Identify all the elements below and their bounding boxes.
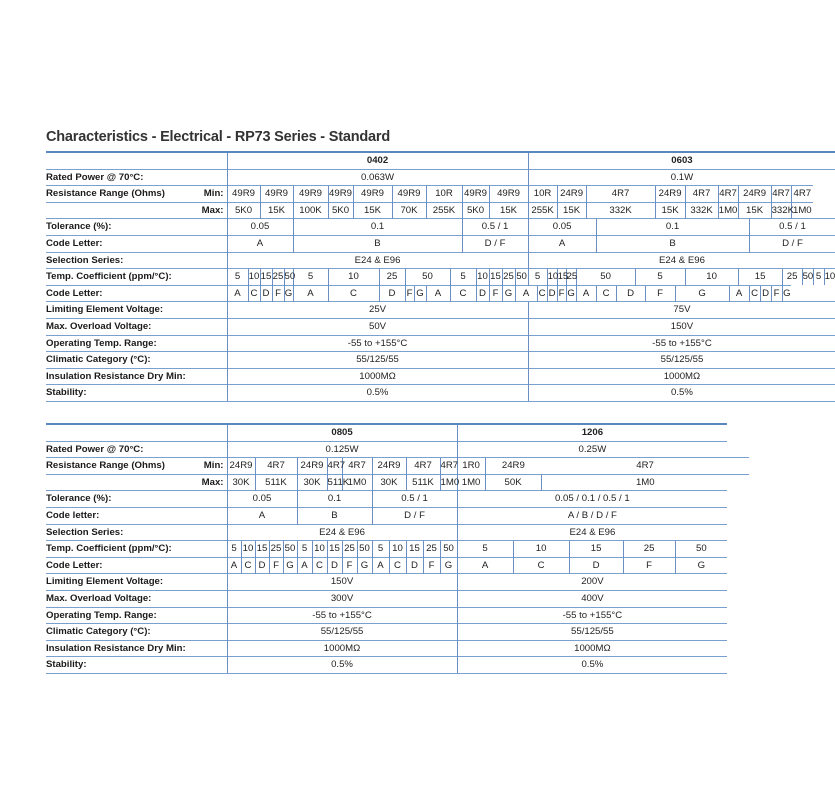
cell: -55 to +155°C <box>528 335 835 352</box>
row-label: Limiting Element Voltage: <box>46 302 227 319</box>
cell: 4R7 <box>685 186 718 203</box>
cell: 10 <box>685 269 738 286</box>
row-label: Tolerance (%): <box>46 491 227 508</box>
cell: 1000MΩ <box>227 368 528 385</box>
cell: 200V <box>457 574 727 591</box>
cell: F <box>557 285 566 302</box>
cell: B <box>297 507 372 524</box>
code-letter-row <box>46 235 835 252</box>
size-header-row <box>46 424 749 441</box>
cell: 1M0 <box>541 474 749 491</box>
cell: C <box>241 557 255 574</box>
cell: 50 <box>576 269 635 286</box>
rp73-table-2 <box>46 423 749 674</box>
cell: D <box>255 557 269 574</box>
climatic-row <box>46 352 835 369</box>
row-label: Tolerance (%): <box>46 219 227 236</box>
cell: D / F <box>749 235 835 252</box>
cell: B <box>596 235 749 252</box>
overload-voltage-row <box>46 318 835 335</box>
cell: 25 <box>269 541 283 558</box>
cell: 511K <box>327 474 342 491</box>
stability-row <box>46 385 835 402</box>
cell: F <box>623 557 675 574</box>
tolerance-row <box>46 491 749 508</box>
cell: 24R9 <box>372 458 406 475</box>
cell: G <box>675 557 727 574</box>
cell: 0.05 <box>227 491 297 508</box>
cell: 0.5% <box>227 385 528 402</box>
cell: 5 <box>635 269 685 286</box>
cell: 49R9 <box>353 186 392 203</box>
cell: 15K <box>655 202 685 219</box>
cell: 4R7 <box>342 458 372 475</box>
cell: 25 <box>566 269 576 286</box>
cell: A <box>227 507 297 524</box>
resistance-min-row <box>46 186 835 203</box>
cell: D <box>569 557 623 574</box>
cell: 30K <box>227 474 255 491</box>
limiting-voltage-row <box>46 302 835 319</box>
cell: 55/125/55 <box>528 352 835 369</box>
cell: 15 <box>557 269 566 286</box>
cell: 25V <box>227 302 528 319</box>
cell: 100K <box>293 202 328 219</box>
cell: D <box>760 285 771 302</box>
cell: E24 & E96 <box>227 524 457 541</box>
cell: 25 <box>379 269 405 286</box>
cell: 5K0 <box>328 202 353 219</box>
code-letter-row <box>46 507 749 524</box>
cell: 0.1 <box>293 219 462 236</box>
row-label: Rated Power @ 70°C: <box>46 441 227 458</box>
cell: 0.1 <box>596 219 749 236</box>
operating-temp-row <box>46 607 749 624</box>
row-label: Selection Series: <box>46 252 227 269</box>
overload-voltage-row <box>46 590 749 607</box>
cell: 30K <box>372 474 406 491</box>
cell: A <box>293 285 328 302</box>
page-title: Characteristics - Electrical - RP73 Series - Standard <box>46 129 390 145</box>
cell: 400V <box>457 590 727 607</box>
cell: A <box>528 235 596 252</box>
cell: 0.5 / 1 <box>462 219 528 236</box>
limiting-voltage-row <box>46 574 749 591</box>
cell: C <box>513 557 569 574</box>
cell: G <box>675 285 729 302</box>
cell: C <box>749 285 760 302</box>
cell: 55/125/55 <box>457 624 727 641</box>
cell: 70K <box>392 202 426 219</box>
cell: 5 <box>372 541 389 558</box>
cell: G <box>284 285 293 302</box>
cell: 5K0 <box>462 202 489 219</box>
rated-power-row <box>46 169 835 186</box>
cell: -55 to +155°C <box>457 607 727 624</box>
cell: 0.05 / 0.1 / 0.5 / 1 <box>457 491 727 508</box>
cell: 15K <box>260 202 293 219</box>
cell: 332K <box>771 202 791 219</box>
cell: 255K <box>528 202 557 219</box>
cell: 49R9 <box>328 186 353 203</box>
row-label: Insulation Resistance Dry Min: <box>46 640 227 657</box>
cell: 50 <box>675 541 727 558</box>
cell: A <box>457 557 513 574</box>
cell: 5 <box>297 541 312 558</box>
row-label: Max. Overload Voltage: <box>46 590 227 607</box>
cell: G <box>357 557 372 574</box>
cell: 25 <box>782 269 802 286</box>
cell: 1M0 <box>718 202 738 219</box>
cell: 24R9 <box>738 186 771 203</box>
cell: 49R9 <box>260 186 293 203</box>
row-label: Temp. Coefficient (ppm/°C): <box>46 541 227 558</box>
resistance-min-row <box>46 458 749 475</box>
cell: 1M0 <box>440 474 457 491</box>
row-label: Operating Temp. Range: <box>46 335 227 352</box>
row-label: Rated Power @ 70°C: <box>46 169 227 186</box>
cell: 24R9 <box>485 458 541 475</box>
cell: F <box>645 285 675 302</box>
cell: A <box>729 285 749 302</box>
cell: A <box>227 557 241 574</box>
cell: G <box>502 285 515 302</box>
cell: 50 <box>802 269 813 286</box>
cell: 1M0 <box>342 474 372 491</box>
cell: 4R7 <box>327 458 342 475</box>
row-label: Insulation Resistance Dry Min: <box>46 368 227 385</box>
size-0402: 0402 <box>227 152 528 169</box>
cell: D <box>476 285 489 302</box>
cell: 10 <box>328 269 379 286</box>
min-label: Min: <box>203 460 224 472</box>
row-label <box>46 474 227 491</box>
cell: G <box>566 285 576 302</box>
cell: 25 <box>272 269 284 286</box>
cell: 0.125W <box>227 441 457 458</box>
cell: 15 <box>738 269 782 286</box>
row-label: Selection Series: <box>46 524 227 541</box>
size-0603: 0603 <box>528 152 835 169</box>
cell: 30K <box>297 474 327 491</box>
resistance-max-row <box>46 202 835 219</box>
cell: A <box>576 285 596 302</box>
cell: 24R9 <box>557 186 586 203</box>
row-label: Code Letter: <box>46 557 227 574</box>
cell: 0.063W <box>227 169 528 186</box>
cell: 5 <box>528 269 547 286</box>
cell: 15 <box>489 269 502 286</box>
cell: 50 <box>440 541 457 558</box>
cell: 0.5 / 1 <box>372 491 457 508</box>
cell: 24R9 <box>297 458 327 475</box>
insulation-row <box>46 368 835 385</box>
cell: G <box>414 285 426 302</box>
temp-coefficient-row <box>46 269 835 286</box>
resistance-max-row <box>46 474 749 491</box>
row-label: Max. Overload Voltage: <box>46 318 227 335</box>
cell: 150V <box>528 318 835 335</box>
cell: D <box>260 285 272 302</box>
cell: 0.05 <box>227 219 293 236</box>
cell: F <box>771 285 782 302</box>
cell: 150V <box>227 574 457 591</box>
cell: F <box>342 557 357 574</box>
cell: 1R0 <box>457 458 485 475</box>
climatic-row <box>46 624 749 641</box>
row-label <box>46 458 227 475</box>
cell: 1M0 <box>791 202 813 219</box>
cell: 55/125/55 <box>227 352 528 369</box>
row-label: Climatic Category (°C): <box>46 352 227 369</box>
cell: 0.1 <box>297 491 372 508</box>
tolerance-row <box>46 219 835 236</box>
cell: 49R9 <box>489 186 528 203</box>
cell: 10 <box>312 541 327 558</box>
operating-temp-row <box>46 335 835 352</box>
cell: D / F <box>462 235 528 252</box>
stability-row <box>46 657 749 674</box>
row-label: Climatic Category (°C): <box>46 624 227 641</box>
cell: D <box>327 557 342 574</box>
cell: 25 <box>342 541 357 558</box>
cell: 10 <box>389 541 406 558</box>
cell: 25 <box>502 269 515 286</box>
cell: F <box>405 285 414 302</box>
cell: A <box>515 285 537 302</box>
cell: G <box>782 285 791 302</box>
cell: 50 <box>405 269 450 286</box>
cell: C <box>312 557 327 574</box>
cell: A <box>426 285 450 302</box>
cell: 15K <box>489 202 528 219</box>
cell: 5K0 <box>227 202 260 219</box>
cell: 300V <box>227 590 457 607</box>
cell: A <box>372 557 389 574</box>
cell: 10R <box>528 186 557 203</box>
size-1206: 1206 <box>457 424 727 441</box>
rated-power-row <box>46 441 749 458</box>
cell: 50 <box>283 541 297 558</box>
cell: E24 & E96 <box>227 252 528 269</box>
cell: 50 <box>284 269 293 286</box>
temp-coefficient-row <box>46 541 749 558</box>
row-label: Limiting Element Voltage: <box>46 574 227 591</box>
cell: 511K <box>255 474 297 491</box>
cell: 15 <box>406 541 423 558</box>
cell: 1000MΩ <box>227 640 457 657</box>
cell: 332K <box>586 202 655 219</box>
cell: 10 <box>476 269 489 286</box>
cell: 15 <box>569 541 623 558</box>
cell: 5 <box>450 269 476 286</box>
cell: 50 <box>515 269 528 286</box>
cell: 50 <box>357 541 372 558</box>
cell: F <box>489 285 502 302</box>
cell: 49R9 <box>462 186 489 203</box>
cell: 4R7 <box>541 458 749 475</box>
cell: 255K <box>426 202 462 219</box>
cell: 5 <box>813 269 824 286</box>
row-label <box>46 202 227 219</box>
cell: 15 <box>327 541 342 558</box>
cell: D <box>616 285 645 302</box>
cell: 10 <box>824 269 835 286</box>
cell: 25 <box>423 541 440 558</box>
cell: 0.5% <box>457 657 727 674</box>
cell: 49R9 <box>392 186 426 203</box>
cell: 0.1W <box>528 169 835 186</box>
row-label: Operating Temp. Range: <box>46 607 227 624</box>
cell: 49R9 <box>227 186 260 203</box>
cell: 55/125/55 <box>227 624 457 641</box>
cell: C <box>537 285 547 302</box>
cell: 5 <box>457 541 513 558</box>
row-label <box>46 186 227 203</box>
cell: 10 <box>513 541 569 558</box>
cell: A <box>297 557 312 574</box>
selection-series-row <box>46 524 749 541</box>
cell: D <box>406 557 423 574</box>
cell: B <box>293 235 462 252</box>
cell: 0.5% <box>528 385 835 402</box>
cell: 4R7 <box>406 458 440 475</box>
tcr-code-row <box>46 285 835 302</box>
max-label: Max: <box>201 476 224 488</box>
cell: G <box>440 557 457 574</box>
cell: 4R7 <box>255 458 297 475</box>
cell: A / B / D / F <box>457 507 727 524</box>
size-0805: 0805 <box>227 424 457 441</box>
cell: A <box>227 285 248 302</box>
cell: 5 <box>227 269 248 286</box>
cell: E24 & E96 <box>457 524 727 541</box>
cell: 0.05 <box>528 219 596 236</box>
cell: 10 <box>248 269 260 286</box>
cell: 15K <box>738 202 771 219</box>
cell: F <box>269 557 283 574</box>
tcr-code-row <box>46 557 749 574</box>
cell: D <box>547 285 557 302</box>
cell: C <box>596 285 616 302</box>
cell: 24R9 <box>655 186 685 203</box>
cell: 4R7 <box>791 186 813 203</box>
cell: 10R <box>426 186 462 203</box>
resistance-range-label: Resistance Range (Ohms) <box>46 460 165 472</box>
cell: C <box>248 285 260 302</box>
row-label: Stability: <box>46 385 227 402</box>
selection-series-row <box>46 252 835 269</box>
cell: -55 to +155°C <box>227 335 528 352</box>
cell: 332K <box>685 202 718 219</box>
cell: 50V <box>227 318 528 335</box>
cell: 4R7 <box>771 186 791 203</box>
cell: C <box>328 285 379 302</box>
cell: 1M0 <box>457 474 485 491</box>
cell: 0.5% <box>227 657 457 674</box>
cell: D / F <box>372 507 457 524</box>
cell: 0.5 / 1 <box>749 219 835 236</box>
cell: A <box>227 235 293 252</box>
cell: E24 & E96 <box>528 252 835 269</box>
cell: 511K <box>406 474 440 491</box>
cell: 4R7 <box>718 186 738 203</box>
cell: 10 <box>547 269 557 286</box>
cell: 15K <box>353 202 392 219</box>
row-label: Code letter: <box>46 507 227 524</box>
cell: 4R7 <box>586 186 655 203</box>
cell: 1000MΩ <box>528 368 835 385</box>
cell: 75V <box>528 302 835 319</box>
cell: 15 <box>255 541 269 558</box>
cell: -55 to +155°C <box>227 607 457 624</box>
cell: 15K <box>557 202 586 219</box>
cell: 1000MΩ <box>457 640 727 657</box>
cell: D <box>379 285 405 302</box>
size-header-row <box>46 152 835 169</box>
insulation-row <box>46 640 749 657</box>
resistance-range-label: Resistance Range (Ohms) <box>46 188 165 200</box>
cell: 5 <box>293 269 328 286</box>
row-label: Stability: <box>46 657 227 674</box>
cell: 10 <box>241 541 255 558</box>
cell: C <box>389 557 406 574</box>
rp73-table-1 <box>46 151 835 402</box>
cell: 24R9 <box>227 458 255 475</box>
cell: F <box>423 557 440 574</box>
cell: 50K <box>485 474 541 491</box>
row-label: Temp. Coefficient (ppm/°C): <box>46 269 227 286</box>
cell: G <box>283 557 297 574</box>
row-label: Code Letter: <box>46 285 227 302</box>
cell: 25 <box>623 541 675 558</box>
cell: 15 <box>260 269 272 286</box>
max-label: Max: <box>201 204 224 216</box>
cell: 5 <box>227 541 241 558</box>
row-label: Code Letter: <box>46 235 227 252</box>
cell: 0.25W <box>457 441 727 458</box>
min-label: Min: <box>203 188 224 200</box>
cell: F <box>272 285 284 302</box>
cell: 4R7 <box>440 458 457 475</box>
cell: C <box>450 285 476 302</box>
cell: 49R9 <box>293 186 328 203</box>
